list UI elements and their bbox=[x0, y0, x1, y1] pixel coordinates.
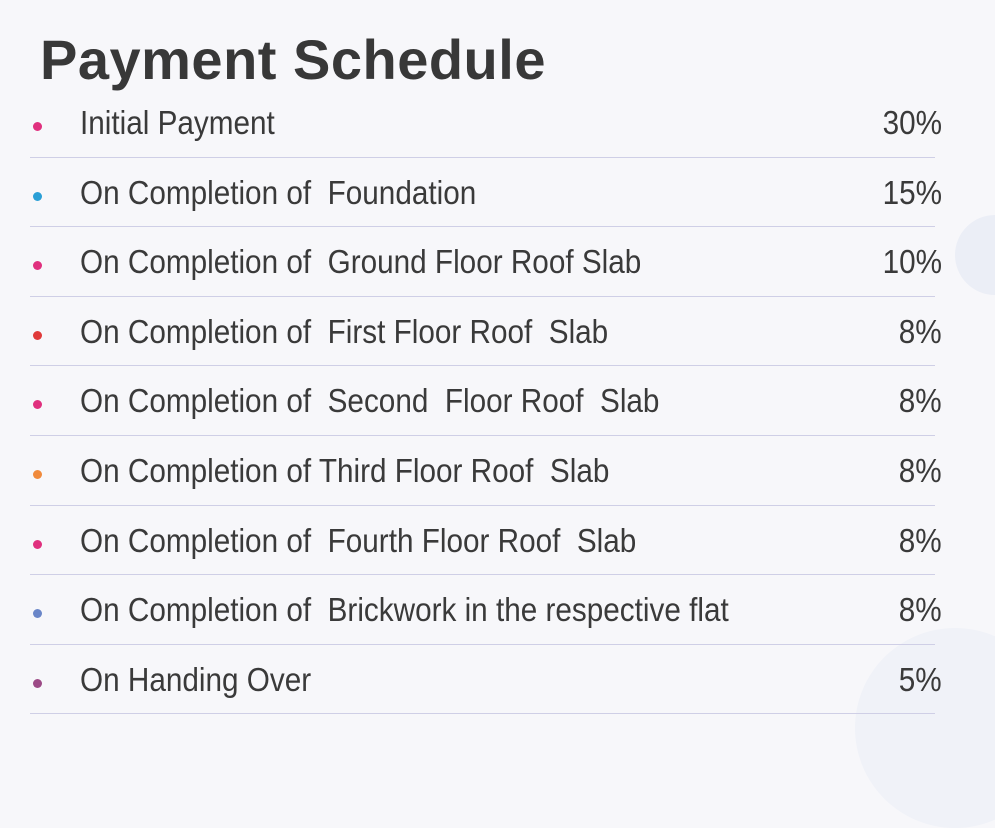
item-percentage: 8% bbox=[899, 591, 942, 629]
bullet-icon bbox=[33, 400, 42, 409]
list-item bbox=[30, 575, 942, 645]
list-item bbox=[30, 227, 942, 297]
list-item bbox=[30, 366, 942, 436]
item-percentage: 8% bbox=[899, 312, 942, 350]
item-percentage: 10% bbox=[882, 243, 942, 281]
bullet-icon bbox=[33, 609, 42, 618]
item-percentage: 8% bbox=[899, 382, 942, 420]
item-label: Initial Payment bbox=[80, 104, 275, 141]
item-percentage: 8% bbox=[899, 451, 942, 489]
list-item bbox=[30, 158, 942, 228]
bullet-icon bbox=[33, 679, 42, 688]
list-item bbox=[30, 645, 942, 715]
bullet-icon bbox=[33, 192, 42, 201]
list-item bbox=[30, 506, 942, 576]
list-item bbox=[30, 436, 942, 506]
bullet-icon bbox=[33, 470, 42, 479]
item-label: On Completion of First Floor Roof Slab bbox=[80, 312, 609, 350]
bullet-icon bbox=[33, 261, 42, 270]
item-percentage: 15% bbox=[882, 173, 942, 211]
item-label: On Completion of Fourth Floor Roof Slab bbox=[80, 521, 637, 559]
item-percentage: 5% bbox=[899, 660, 942, 698]
background-decoration bbox=[955, 215, 995, 295]
page-title: Payment Schedule bbox=[40, 28, 546, 91]
item-label: On Completion of Second Floor Roof Slab bbox=[80, 382, 660, 420]
bullet-icon bbox=[33, 540, 42, 549]
list-item bbox=[30, 297, 942, 367]
item-percentage: 30% bbox=[882, 104, 942, 141]
item-label: On Completion of Foundation bbox=[80, 173, 477, 211]
item-label: On Completion of Ground Floor Roof Slab bbox=[80, 243, 642, 281]
item-label: On Completion of Brickwork in the respective flat bbox=[80, 591, 729, 629]
list-item bbox=[30, 88, 942, 158]
item-label: On Completion of Third Floor Roof Slab bbox=[80, 451, 610, 489]
bullet-icon bbox=[33, 331, 42, 340]
payment-schedule-list bbox=[30, 88, 942, 714]
bullet-icon bbox=[33, 122, 42, 131]
item-label: On Handing Over bbox=[80, 660, 312, 698]
item-percentage: 8% bbox=[899, 521, 942, 559]
